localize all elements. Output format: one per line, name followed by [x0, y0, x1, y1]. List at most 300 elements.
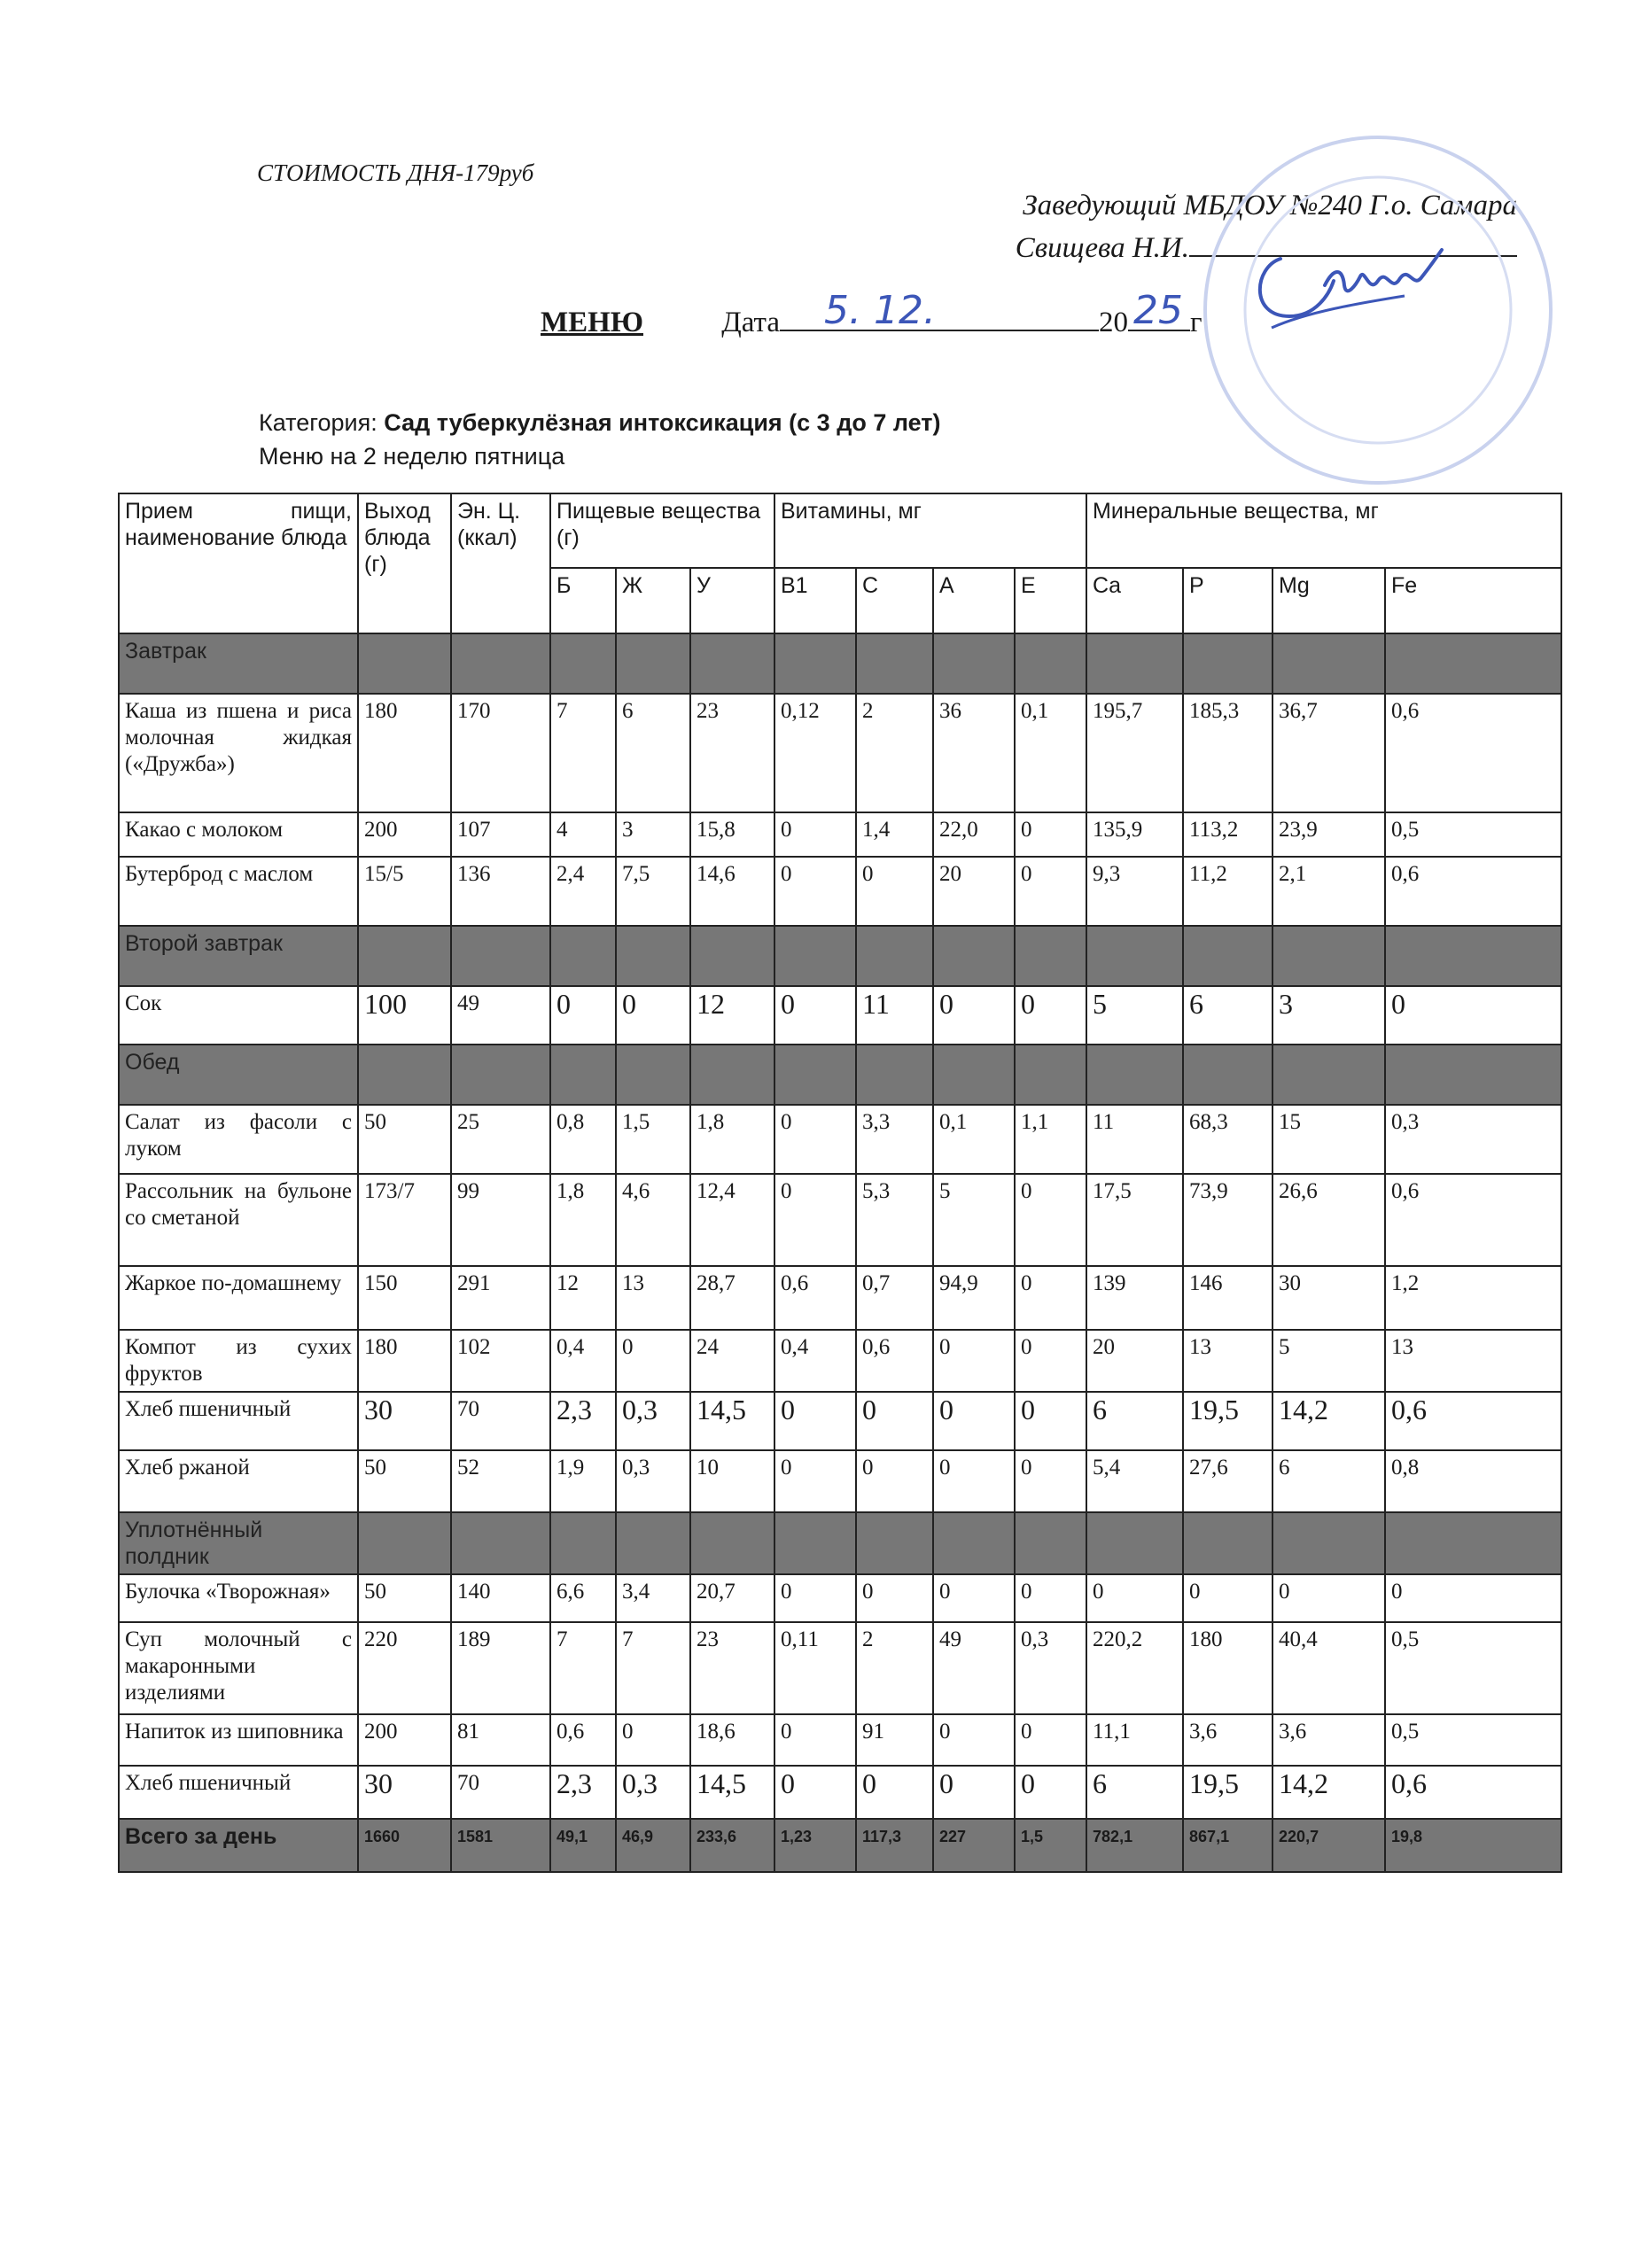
value-cell: 25: [451, 1105, 550, 1174]
section-blank-cell: [616, 1045, 690, 1105]
value-cell: 1,9: [550, 1450, 616, 1512]
value-cell: 0: [1015, 986, 1086, 1045]
section-blank-cell: [616, 926, 690, 986]
table-row: [119, 1174, 1561, 1266]
value-cell: 0: [774, 812, 856, 857]
value-cell: 220,2: [1086, 1622, 1183, 1714]
total-value: 233,6: [690, 1819, 774, 1872]
header-meal: Прием пищи, наименование блюда: [119, 493, 358, 633]
value-cell: 7: [616, 1622, 690, 1714]
value-cell: 0: [774, 986, 856, 1045]
category-line: [259, 409, 941, 437]
value-cell: 0,3: [616, 1392, 690, 1450]
total-value: 782,1: [1086, 1819, 1183, 1872]
value-cell: 5: [933, 1174, 1015, 1266]
value-cell: 14,2: [1273, 1766, 1385, 1819]
header-nutrients: Пищевые вещества (г): [550, 493, 774, 568]
value-cell: 140: [451, 1574, 550, 1622]
table-row: [119, 986, 1561, 1045]
value-cell: 0: [616, 986, 690, 1045]
signature-icon: [1245, 232, 1449, 330]
dish-name: Хлеб пшеничный: [119, 1766, 358, 1819]
value-cell: 200: [358, 812, 451, 857]
value-cell: 30: [1273, 1266, 1385, 1330]
value-cell: 0,1: [1015, 694, 1086, 812]
year-handwritten: 25: [1133, 288, 1184, 333]
table-row: [119, 1766, 1561, 1819]
header-protein: Б: [550, 568, 616, 633]
value-cell: 81: [451, 1714, 550, 1766]
section-blank-cell: [1183, 926, 1273, 986]
header-fat: Ж: [616, 568, 690, 633]
value-cell: 0,7: [856, 1266, 933, 1330]
value-cell: 2,4: [550, 857, 616, 926]
table-row: [119, 1622, 1561, 1714]
value-cell: 0: [550, 986, 616, 1045]
value-cell: 12,4: [690, 1174, 774, 1266]
value-cell: 2,1: [1273, 857, 1385, 926]
value-cell: 102: [451, 1330, 550, 1392]
value-cell: 0: [933, 1450, 1015, 1512]
value-cell: 180: [1183, 1622, 1273, 1714]
value-cell: 3,4: [616, 1574, 690, 1622]
value-cell: 40,4: [1273, 1622, 1385, 1714]
section-title: Второй завтрак: [119, 926, 358, 986]
value-cell: 291: [451, 1266, 550, 1330]
value-cell: 0,5: [1385, 1622, 1561, 1714]
value-cell: 2: [856, 1622, 933, 1714]
value-cell: 150: [358, 1266, 451, 1330]
value-cell: 11,1: [1086, 1714, 1183, 1766]
total-value: 227: [933, 1819, 1015, 1872]
value-cell: 13: [616, 1266, 690, 1330]
value-cell: 15,8: [690, 812, 774, 857]
dish-name: Сок: [119, 986, 358, 1045]
value-cell: 99: [451, 1174, 550, 1266]
value-cell: 14,6: [690, 857, 774, 926]
value-cell: 0: [774, 1766, 856, 1819]
value-cell: 135,9: [1086, 812, 1183, 857]
value-cell: 136: [451, 857, 550, 926]
value-cell: 0,4: [774, 1330, 856, 1392]
value-cell: 5: [1086, 986, 1183, 1045]
value-cell: 0: [933, 1714, 1015, 1766]
value-cell: 0: [933, 986, 1015, 1045]
date-handwritten: 5. 12.: [824, 288, 936, 333]
dish-name: Булочка «Творожная»: [119, 1574, 358, 1622]
header-p: P: [1183, 568, 1273, 633]
value-cell: 0: [774, 1450, 856, 1512]
section-blank-cell: [358, 1045, 451, 1105]
value-cell: 0: [1015, 1450, 1086, 1512]
section-blank-cell: [774, 1512, 856, 1574]
week-line: Меню на 2 неделю пятница: [259, 443, 565, 470]
dish-name: Суп молочный с макаронными изделиями: [119, 1622, 358, 1714]
value-cell: 11,2: [1183, 857, 1273, 926]
value-cell: 7: [550, 1622, 616, 1714]
value-cell: 180: [358, 1330, 451, 1392]
dish-name: Компот из сухих фруктов: [119, 1330, 358, 1392]
value-cell: 0,6: [1385, 694, 1561, 812]
value-cell: 0: [1015, 857, 1086, 926]
section-blank-cell: [1015, 1045, 1086, 1105]
value-cell: 0: [1183, 1574, 1273, 1622]
menu-table: [118, 493, 1562, 1873]
value-cell: 0,3: [1385, 1105, 1561, 1174]
value-cell: 15/5: [358, 857, 451, 926]
table-row: [119, 1330, 1561, 1392]
table-row: [119, 857, 1561, 926]
value-cell: 0,5: [1385, 1714, 1561, 1766]
value-cell: 0: [616, 1714, 690, 1766]
dish-name: Хлеб пшеничный: [119, 1392, 358, 1450]
value-cell: 0,11: [774, 1622, 856, 1714]
value-cell: 3,3: [856, 1105, 933, 1174]
year-prefix: 20: [1099, 307, 1129, 338]
section-blank-cell: [550, 633, 616, 694]
value-cell: 50: [358, 1105, 451, 1174]
value-cell: 0: [774, 1105, 856, 1174]
value-cell: 52: [451, 1450, 550, 1512]
header-yield: Выход блюда (г): [358, 493, 451, 633]
header-carbs: У: [690, 568, 774, 633]
value-cell: 19,5: [1183, 1766, 1273, 1819]
section-blank-cell: [933, 633, 1015, 694]
dish-name: Салат из фасоли с луком: [119, 1105, 358, 1174]
total-value: 117,3: [856, 1819, 933, 1872]
section-blank-cell: [933, 1512, 1015, 1574]
value-cell: 0: [856, 857, 933, 926]
header-e: E: [1015, 568, 1086, 633]
section-blank-cell: [1015, 926, 1086, 986]
section-blank-cell: [856, 1512, 933, 1574]
value-cell: 139: [1086, 1266, 1183, 1330]
value-cell: 0: [1273, 1574, 1385, 1622]
value-cell: 6: [616, 694, 690, 812]
menu-title: МЕНЮ: [541, 307, 643, 338]
value-cell: 36: [933, 694, 1015, 812]
value-cell: 24: [690, 1330, 774, 1392]
section-title: Завтрак: [119, 633, 358, 694]
value-cell: 6: [1183, 986, 1273, 1045]
value-cell: 3: [1273, 986, 1385, 1045]
dish-name: Каша из пшена и риса молочная жидкая («Дружба»): [119, 694, 358, 812]
section-blank-cell: [1015, 633, 1086, 694]
value-cell: 18,6: [690, 1714, 774, 1766]
value-cell: 0,4: [550, 1330, 616, 1392]
value-cell: 0,3: [616, 1450, 690, 1512]
header-a: A: [933, 568, 1015, 633]
value-cell: 5: [1273, 1330, 1385, 1392]
value-cell: 12: [690, 986, 774, 1045]
value-cell: 0,1: [933, 1105, 1015, 1174]
section-blank-cell: [1086, 1045, 1183, 1105]
total-value: 1,5: [1015, 1819, 1086, 1872]
value-cell: 0,6: [1385, 857, 1561, 926]
value-cell: 70: [451, 1766, 550, 1819]
value-cell: 17,5: [1086, 1174, 1183, 1266]
dish-name: Бутерброд с маслом: [119, 857, 358, 926]
section-blank-cell: [690, 1512, 774, 1574]
value-cell: 0,6: [550, 1714, 616, 1766]
value-cell: 0: [1015, 1574, 1086, 1622]
value-cell: 6: [1086, 1392, 1183, 1450]
section-row: [119, 633, 1561, 694]
section-blank-cell: [856, 926, 933, 986]
section-blank-cell: [690, 1045, 774, 1105]
value-cell: 1,4: [856, 812, 933, 857]
header-minerals: Минеральные вещества, мг: [1086, 493, 1561, 568]
value-cell: 73,9: [1183, 1174, 1273, 1266]
section-blank-cell: [451, 633, 550, 694]
value-cell: 0: [1086, 1574, 1183, 1622]
value-cell: 4: [550, 812, 616, 857]
section-blank-cell: [550, 1512, 616, 1574]
value-cell: 0: [1385, 986, 1561, 1045]
dish-name: Хлеб ржаной: [119, 1450, 358, 1512]
value-cell: 173/7: [358, 1174, 451, 1266]
total-value: 19,8: [1385, 1819, 1561, 1872]
value-cell: 27,6: [1183, 1450, 1273, 1512]
section-blank-cell: [774, 633, 856, 694]
value-cell: 0: [1015, 1174, 1086, 1266]
date-label: Дата: [721, 307, 781, 338]
value-cell: 0,6: [1385, 1174, 1561, 1266]
section-blank-cell: [856, 633, 933, 694]
value-cell: 0: [1015, 1714, 1086, 1766]
value-cell: 14,2: [1273, 1392, 1385, 1450]
total-value: 220,7: [1273, 1819, 1385, 1872]
value-cell: 0: [933, 1766, 1015, 1819]
value-cell: 23,9: [1273, 812, 1385, 857]
value-cell: 0: [933, 1330, 1015, 1392]
value-cell: 20: [1086, 1330, 1183, 1392]
value-cell: 14,5: [690, 1766, 774, 1819]
year-field: [1128, 288, 1190, 333]
value-cell: 0,8: [1385, 1450, 1561, 1512]
total-value: 1,23: [774, 1819, 856, 1872]
year-suffix: г: [1190, 307, 1202, 338]
total-value: 1581: [451, 1819, 550, 1872]
approval-position: Заведующий МБДОУ №240 Г.о. Самара: [1023, 190, 1517, 221]
section-blank-cell: [358, 633, 451, 694]
section-blank-cell: [774, 1045, 856, 1105]
value-cell: 0: [1015, 1330, 1086, 1392]
value-cell: 0,12: [774, 694, 856, 812]
section-title: Уплотнённый полдник: [119, 1512, 358, 1574]
value-cell: 5,4: [1086, 1450, 1183, 1512]
value-cell: 100: [358, 986, 451, 1045]
total-value: 49,1: [550, 1819, 616, 1872]
value-cell: 0: [1015, 1266, 1086, 1330]
dish-name: Жаркое по-домашнему: [119, 1266, 358, 1330]
value-cell: 0,6: [774, 1266, 856, 1330]
value-cell: 3,6: [1273, 1714, 1385, 1766]
value-cell: 49: [451, 986, 550, 1045]
value-cell: 4,6: [616, 1174, 690, 1266]
value-cell: 0: [774, 1574, 856, 1622]
value-cell: 0,6: [1385, 1766, 1561, 1819]
value-cell: 20: [933, 857, 1015, 926]
value-cell: 107: [451, 812, 550, 857]
value-cell: 0: [616, 1330, 690, 1392]
value-cell: 30: [358, 1392, 451, 1450]
section-blank-cell: [550, 926, 616, 986]
date-field: [780, 288, 1099, 333]
table-row: [119, 1450, 1561, 1512]
table-row: [119, 1392, 1561, 1450]
value-cell: 6: [1273, 1450, 1385, 1512]
section-blank-cell: [1015, 1512, 1086, 1574]
header-ca: Ca: [1086, 568, 1183, 633]
header-vitamins: Витамины, мг: [774, 493, 1086, 568]
value-cell: 220: [358, 1622, 451, 1714]
approval-signer: Свищева Н.И.: [1015, 232, 1189, 264]
table-row: [119, 1266, 1561, 1330]
total-value: 46,9: [616, 1819, 690, 1872]
table-header-row: [119, 493, 1561, 568]
section-blank-cell: [1273, 1512, 1385, 1574]
dish-name: Напиток из шиповника: [119, 1714, 358, 1766]
section-blank-cell: [550, 1045, 616, 1105]
category-value: Сад туберкулёзная интоксикация (с 3 до 7 лет): [384, 409, 941, 436]
section-blank-cell: [1183, 633, 1273, 694]
value-cell: 9,3: [1086, 857, 1183, 926]
section-blank-cell: [1086, 633, 1183, 694]
value-cell: 0: [856, 1574, 933, 1622]
section-blank-cell: [690, 926, 774, 986]
value-cell: 6: [1086, 1766, 1183, 1819]
value-cell: 49: [933, 1622, 1015, 1714]
value-cell: 1,2: [1385, 1266, 1561, 1330]
value-cell: 3,6: [1183, 1714, 1273, 1766]
value-cell: 0,3: [1015, 1622, 1086, 1714]
value-cell: 2,3: [550, 1766, 616, 1819]
value-cell: 91: [856, 1714, 933, 1766]
table-row: [119, 812, 1561, 857]
value-cell: 28,7: [690, 1266, 774, 1330]
value-cell: 0,3: [616, 1766, 690, 1819]
value-cell: 6,6: [550, 1574, 616, 1622]
value-cell: 12: [550, 1266, 616, 1330]
value-cell: 22,0: [933, 812, 1015, 857]
value-cell: 0: [933, 1574, 1015, 1622]
total-label: Всего за день: [119, 1819, 358, 1872]
section-blank-cell: [1086, 926, 1183, 986]
value-cell: 23: [690, 1622, 774, 1714]
value-cell: 0,6: [856, 1330, 933, 1392]
value-cell: 0: [774, 857, 856, 926]
value-cell: 20,7: [690, 1574, 774, 1622]
menu-title-row: [541, 288, 1202, 339]
value-cell: 15: [1273, 1105, 1385, 1174]
value-cell: 13: [1385, 1330, 1561, 1392]
value-cell: 1,8: [550, 1174, 616, 1266]
section-blank-cell: [690, 633, 774, 694]
table-row: [119, 1714, 1561, 1766]
value-cell: 0,5: [1385, 812, 1561, 857]
value-cell: 0: [856, 1766, 933, 1819]
value-cell: 0: [1015, 812, 1086, 857]
category-label: Категория:: [259, 409, 385, 436]
section-blank-cell: [1273, 1045, 1385, 1105]
dish-name: Какао с молоком: [119, 812, 358, 857]
section-title: Обед: [119, 1045, 358, 1105]
section-row: [119, 1045, 1561, 1105]
value-cell: 7: [550, 694, 616, 812]
value-cell: 170: [451, 694, 550, 812]
section-row: [119, 926, 1561, 986]
daily-cost: СТОИМОСТЬ ДНЯ-179руб: [257, 159, 534, 186]
section-blank-cell: [358, 926, 451, 986]
total-value: 867,1: [1183, 1819, 1273, 1872]
value-cell: 0: [856, 1392, 933, 1450]
section-blank-cell: [1385, 1045, 1561, 1105]
value-cell: 0: [774, 1174, 856, 1266]
value-cell: 19,5: [1183, 1392, 1273, 1450]
value-cell: 189: [451, 1622, 550, 1714]
value-cell: 0: [856, 1450, 933, 1512]
value-cell: 68,3: [1183, 1105, 1273, 1174]
value-cell: 180: [358, 694, 451, 812]
value-cell: 30: [358, 1766, 451, 1819]
value-cell: 23: [690, 694, 774, 812]
value-cell: 2: [856, 694, 933, 812]
value-cell: 13: [1183, 1330, 1273, 1392]
section-blank-cell: [856, 1045, 933, 1105]
value-cell: 10: [690, 1450, 774, 1512]
value-cell: 146: [1183, 1266, 1273, 1330]
value-cell: 195,7: [1086, 694, 1183, 812]
total-value: 1660: [358, 1819, 451, 1872]
value-cell: 1,5: [616, 1105, 690, 1174]
value-cell: 50: [358, 1450, 451, 1512]
section-blank-cell: [616, 633, 690, 694]
value-cell: 2,3: [550, 1392, 616, 1450]
section-blank-cell: [1385, 1512, 1561, 1574]
section-row: [119, 1512, 1561, 1574]
section-blank-cell: [774, 926, 856, 986]
table-row: [119, 1574, 1561, 1622]
section-blank-cell: [451, 1512, 550, 1574]
value-cell: 5,3: [856, 1174, 933, 1266]
value-cell: 200: [358, 1714, 451, 1766]
value-cell: 50: [358, 1574, 451, 1622]
table-row: [119, 694, 1561, 812]
section-blank-cell: [1183, 1512, 1273, 1574]
section-blank-cell: [451, 926, 550, 986]
section-blank-cell: [1086, 1512, 1183, 1574]
section-blank-cell: [358, 1512, 451, 1574]
value-cell: 0: [774, 1714, 856, 1766]
header-fe: Fe: [1385, 568, 1561, 633]
value-cell: 0: [933, 1392, 1015, 1450]
section-blank-cell: [933, 926, 1015, 986]
total-row: [119, 1819, 1561, 1872]
value-cell: 11: [1086, 1105, 1183, 1174]
value-cell: 0: [774, 1392, 856, 1450]
value-cell: 14,5: [690, 1392, 774, 1450]
section-blank-cell: [1273, 633, 1385, 694]
value-cell: 0: [1015, 1392, 1086, 1450]
value-cell: 1,8: [690, 1105, 774, 1174]
section-blank-cell: [1183, 1045, 1273, 1105]
value-cell: 94,9: [933, 1266, 1015, 1330]
value-cell: 185,3: [1183, 694, 1273, 812]
dish-name: Рассольник на бульоне со сметаной: [119, 1174, 358, 1266]
section-blank-cell: [1385, 926, 1561, 986]
value-cell: 11: [856, 986, 933, 1045]
